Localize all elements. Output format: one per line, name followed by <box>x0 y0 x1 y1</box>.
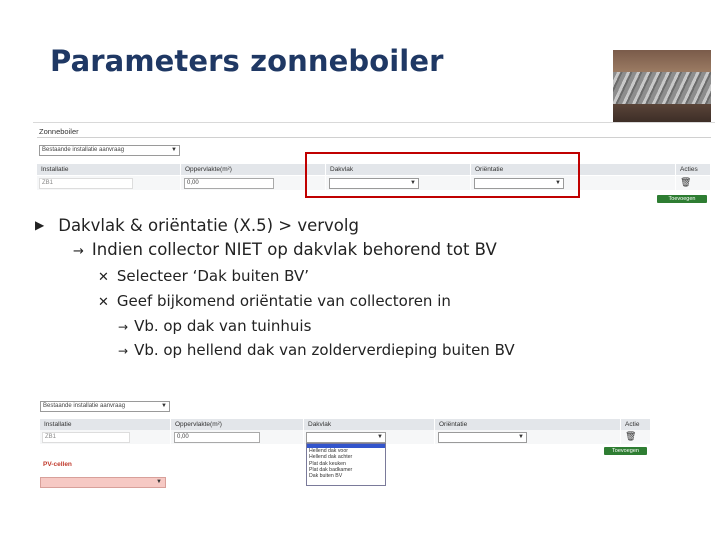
installatie-field: ZB1 <box>39 178 133 189</box>
oppervlakte-input-bottom[interactable]: 0,00 <box>174 432 260 443</box>
cell-oppervlakte-bottom <box>171 430 304 444</box>
bullet-level1-text: Dakvlak & oriëntatie (X.5) > vervolg <box>58 216 359 235</box>
cell-dakvlak-bottom <box>304 430 435 444</box>
dropdown-option[interactable]: Plat dak keuken <box>309 460 346 467</box>
dropdown-option[interactable]: Plat dak badkamer <box>309 466 353 473</box>
bullet-level2-text: Indien collector NIET op dakvlak behorend tot BV <box>91 240 497 259</box>
bullet-level3-1 <box>98 267 309 285</box>
chevron-down-icon: ▼ <box>377 434 383 440</box>
toevoegen-button-bottom[interactable]: Toevoegen <box>604 447 647 455</box>
arrow-icon: → <box>73 244 84 259</box>
bullet-level3-2-text: Geef bijkomend oriëntatie van collectoren in <box>116 292 451 310</box>
column-header-oppervlakte-bottom: Oppervlakte(m²) <box>171 419 304 430</box>
x-icon: ✕ <box>98 270 109 285</box>
install-select-bottom-value: Bestaande installatie aanvraag <box>43 403 126 409</box>
slide-title: Parameters zonneboiler <box>50 44 444 78</box>
chevron-down-icon: ▼ <box>161 403 167 409</box>
divider <box>37 137 711 138</box>
cell-acties <box>676 176 711 190</box>
dropdown-option[interactable]: Hellend dak achter <box>309 454 353 461</box>
arrow-icon: → <box>118 344 129 358</box>
column-header-installatie: Installatie <box>37 164 181 175</box>
dakvlak-dropdown-list[interactable] <box>306 443 386 486</box>
chevron-down-icon: ▼ <box>156 479 162 485</box>
column-header-orientatie-bottom: Oriëntatie <box>435 419 621 430</box>
bullet-level3-2 <box>98 292 451 310</box>
cell-installatie-bottom <box>40 430 171 444</box>
dakvlak-select-bottom[interactable] <box>306 432 386 443</box>
column-header-installatie-bottom: Installatie <box>40 419 171 430</box>
column-header-actie-bottom: Actie <box>621 419 651 430</box>
install-select-value: Bestaande installatie aanvraag <box>42 147 125 153</box>
bullet-level1 <box>35 216 359 235</box>
chevron-down-icon: ▼ <box>171 147 177 153</box>
bullet-level3-1-text: Selecteer ‘Dak buiten BV’ <box>116 267 309 285</box>
pv-cellen-label: PV-cellen <box>43 461 72 468</box>
install-select[interactable] <box>39 145 180 156</box>
bullet-level2 <box>73 240 497 259</box>
column-header-oppervlakte: Oppervlakte(m²) <box>181 164 326 175</box>
install-select-bottom[interactable] <box>40 401 170 412</box>
dropdown-option[interactable]: Hellend dak voor <box>309 448 348 454</box>
dropdown-option-dak-buiten-bv[interactable]: Dak buiten BV <box>309 473 343 480</box>
bullet-level4-1 <box>118 317 311 335</box>
x-icon: ✕ <box>98 295 109 310</box>
installatie-field-bottom: ZB1 <box>42 432 130 443</box>
cell-orientatie-bottom <box>435 430 621 444</box>
column-header-acties: Acties <box>676 164 711 175</box>
section-title: Zonneboiler <box>39 127 79 136</box>
column-header-dakvlak-bottom: Dakvlak <box>304 419 435 430</box>
arrow-icon: → <box>118 320 129 334</box>
bullet-level4-2-text: Vb. op hellend dak van zolderverdieping buiten BV <box>134 341 515 359</box>
triangle-icon: ▶ <box>35 218 45 232</box>
trash-icon[interactable]: 🗑 <box>680 177 692 187</box>
trash-icon[interactable]: 🗑 <box>625 431 637 441</box>
cell-actie-bottom <box>621 430 651 444</box>
oppervlakte-input[interactable]: 0,00 <box>184 178 274 189</box>
toevoegen-button[interactable]: Toevoegen <box>657 195 707 203</box>
cell-installatie <box>37 176 181 190</box>
bullet-level4-1-text: Vb. op dak van tuinhuis <box>134 317 312 335</box>
highlight-box <box>305 152 580 198</box>
column-header-orientatie: Oriëntatie <box>471 164 676 175</box>
solar-collector-photo <box>613 50 711 122</box>
orientatie-select-bottom[interactable] <box>438 432 527 443</box>
column-header-dakvlak: Dakvlak <box>326 164 471 175</box>
chevron-down-icon: ▼ <box>410 180 416 186</box>
chevron-down-icon: ▼ <box>555 180 561 186</box>
chevron-down-icon: ▼ <box>518 434 524 440</box>
pv-cellen-select[interactable] <box>40 477 166 488</box>
bullet-level4-2 <box>118 341 515 359</box>
